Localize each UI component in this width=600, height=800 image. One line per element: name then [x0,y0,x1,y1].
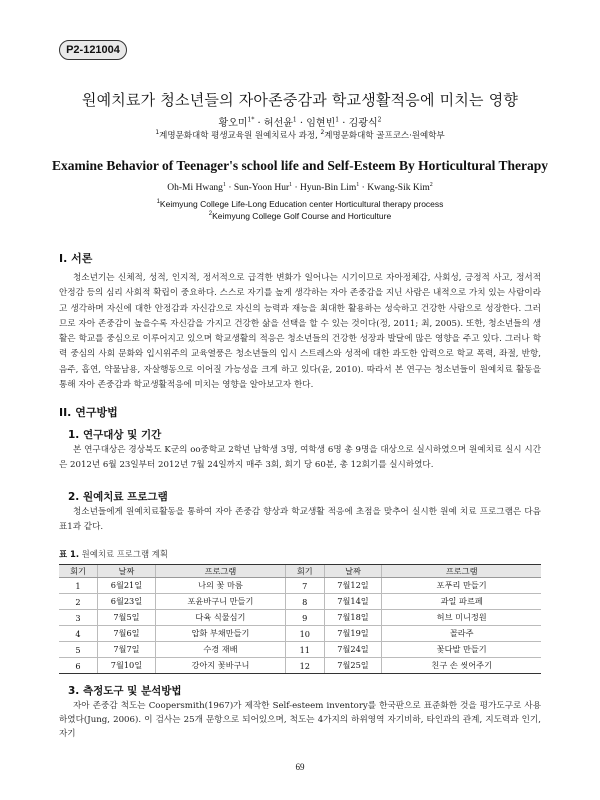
header-date: 날짜 [98,565,156,578]
table-cell: 11 [286,642,325,658]
table-cell: 수경 재배 [155,642,285,658]
author-name: 허선윤 [263,118,293,129]
table-cell: 2 [59,594,98,610]
english-authors: Oh-Mi Hwang$^1$ · Sun-Yoon Hur$^1$ · Hyun-Bin Lim$^1$ · Kwang-Sik Kim$^2$ [167,181,433,193]
header-session: 회기 [286,565,325,578]
affiliation-text: Keimyung College Life-Long Education center Horticultural therapy process [159,199,444,209]
subsection-heading-subjects: 1. 연구대상 및 기간 [68,429,162,441]
table-header-row [59,565,541,578]
table-cell: 7 [286,578,325,594]
author-name: Kwang-Sik Kim [367,183,430,193]
author-superscript: 2 [429,181,433,188]
affiliation-text: Keimyung College Golf Course and Horticulture [212,211,392,221]
table-cell: 1 [59,578,98,594]
table-cell: 7월24일 [324,642,382,658]
subsection-heading-program: 2. 원예치료 프로그램 [68,491,168,503]
header-date: 날짜 [324,565,382,578]
table-cell: 포윤바구니 만들기 [155,594,285,610]
affiliation-text: 계명문화대학 평생교육원 원예치료사 과정, [159,131,321,141]
table-cell: 꽃다발 만들기 [382,642,541,658]
table-cell: 7월19일 [324,626,382,642]
table-cell: 3 [59,610,98,626]
table-caption-text: 원예치료 프로그램 계획 [79,549,168,559]
author-superscript: 1 [222,181,226,188]
affiliation-superscript: 2 [320,129,325,137]
table-cell: 10 [286,626,325,642]
table-cell: 친구 손 씻어주기 [382,658,541,674]
header-program: 프로그램 [382,565,541,578]
measures-paragraph: 자아 존중감 척도는 Coopersmith(1967)가 제작한 Self-esteem inventory를 한국판으로 표준화한 것을 평가도구로 사용하였다(Jung, 2006). 이 검사는 25개 문항으로 되어있으며, 척도는 4가지의 하위영역 자기비하, 타인과의 관계, 지도력과 인기, 자기 [59,701,541,739]
affiliation-line [0,198,600,210]
korean-affiliations [0,129,600,141]
affiliation-text: 계명문화대학 골프코스·원예학부 [324,131,445,141]
author-name: 김광식 [348,118,378,129]
paper-code-badge: P2-121004 [59,40,127,60]
table-cell: 7월14일 [324,594,382,610]
table-row [59,610,541,626]
program-table [59,564,541,674]
korean-title: 원예치료가 청소년들의 자아존중감과 학교생활적응에 미치는 영향 [81,91,519,109]
author-name: Hyun-Bin Lim [300,183,357,193]
intro-paragraph: 청소년기는 신체적, 성적, 인지적, 정서적으로 급격한 변화가 일어나는 시기이므로 자아정체감, 사회성, 긍정적 사고, 정서적 안정감 등의 심리 사회적 확립이 중요하다. 스스로 자기를 높게 생각하는 자아 존중감을 지닌 사람은 내적으로 가치 있는 사람이라고 생각하며 자신에 대한 안정감과 자신감으로 자신의 능력과 재능을 최대한 활용하는 성숙하고 건강한 사람으로 성장한다. 그러므로 자아 존중감이 높을수록 자신감을 가지고 건강한 삶을 선택을 할 수 있는 것이다(정, 2011; 최, 2005). 또한, 청소년들의 생활은 학교를 중심으로 이루어지고 있으며 학교생활의 적응은 청소년들의 건강한 성장과 발달에 많은 영향을 주고 있다. 그러나 학력 중심의 사회 문화와 입시위주의 교육열풍은 청소년들의 입시 스트레스와 성적에 대한 과도한 압력으로 학교 폭력, 좌절, 반항, 음주, 흡연, 약물남용, 자살행동으로 이어질 가능성을 크게 하고 있다(윤, 2010). 따라서 본 연구는 청소년들이 원예치료 활동을 통해 자아 존중감과 학교생활적응에 미치는 영향을 알아보고자 한다. [59,273,541,391]
table-cell: 7월25일 [324,658,382,674]
intro-heading: I. 서론 [59,252,93,265]
table-row [59,658,541,674]
table-cell: 7월12일 [324,578,382,594]
table-cell: 허브 미니정원 [382,610,541,626]
subsection-heading-measures: 3. 측정도구 및 분석방법 [68,685,182,697]
table-row [59,626,541,642]
author-superscript: 2 [377,116,382,124]
affiliation-superscript: 2 [208,211,213,218]
table-cell: 7월6일 [98,626,156,642]
table-cell: 5 [59,642,98,658]
author-name: 황오미 [218,118,248,129]
author-superscript: 1 [335,116,340,124]
author-superscript: 1 [289,181,293,188]
author-superscript: 1 [292,116,297,124]
table-cell: 6월23일 [98,594,156,610]
english-title: Examine Behavior of Teenager's school life and Self-Esteem By Horticultural Therapy [52,158,548,173]
korean-authors: 황오미$^{1*}$ · 허선윤$^1$ · 임현빈$^1$ · 김광식$^2$ [218,116,382,129]
table-row [59,642,541,658]
page-number: 69 [295,762,305,772]
author-superscript: 1 [356,181,360,188]
affiliation-line [0,210,600,222]
table-cell: 다육 식물심기 [155,610,285,626]
table-cell: 강아지 꽃바구니 [155,658,285,674]
affiliation-superscript: 1 [156,199,160,206]
table-cell: 과일 파르페 [382,594,541,610]
table-row [59,594,541,610]
table-cell: 7월18일 [324,610,382,626]
table-cell: 7월7일 [98,642,156,658]
affiliation-superscript: 1 [155,129,160,137]
table-caption-label: 표 1. [59,549,80,559]
table-cell: 꼴라주 [382,626,541,642]
table-cell: 8 [286,594,325,610]
table-cell: 7월5일 [98,610,156,626]
program-paragraph: 청소년들에게 원예치료활동을 통하여 자아 존중감 향상과 학교생활 적응에 초점을 맞추어 실시한 원예 치료 프로그램은 다음 표1과 같다. [59,507,541,533]
table-cell: 포푸리 만들기 [382,578,541,594]
author-name: 임현빈 [306,118,336,129]
table-cell: 9 [286,610,325,626]
table-cell: 6월21일 [98,578,156,594]
author-superscript: 1* [247,116,255,124]
author-name: Sun-Yoon Hur [233,183,290,193]
table-cell: 7월10일 [98,658,156,674]
table-caption [59,548,168,560]
table-cell: 압화 부채만들기 [155,626,285,642]
table-cell: 4 [59,626,98,642]
table-cell: 나의 꽃 마름 [155,578,285,594]
table-cell: 6 [59,658,98,674]
table-cell: 12 [286,658,325,674]
table-row [59,578,541,594]
author-name: Oh-Mi Hwang [167,183,223,193]
english-affiliations [0,198,600,222]
subjects-paragraph: 본 연구대상은 경상북도 K군의 oo중학교 2학년 남학생 3명, 여학생 6명 총 9명을 대상으로 실시하였으며 원예치료 실시 시간은 2012년 6월 23일부터 2012년 7월 24일까지 매주 3회, 회기 당 60분, 총 12회기를 실시하였다. [59,445,541,471]
header-program: 프로그램 [155,565,285,578]
methods-heading: II. 연구방법 [59,406,118,419]
header-session: 회기 [59,565,98,578]
